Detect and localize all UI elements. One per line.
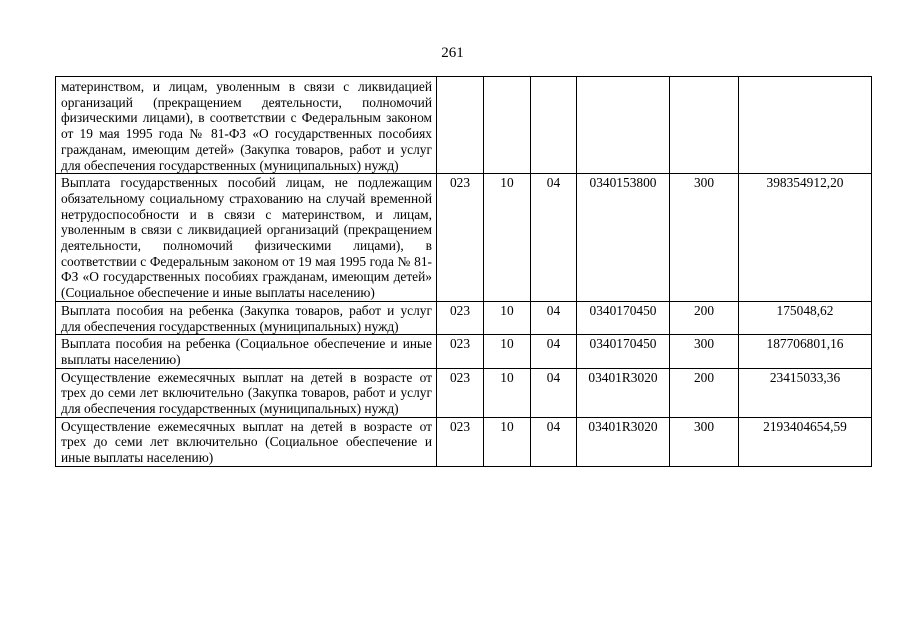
- target-article-code: 03401R3020: [577, 417, 670, 466]
- ministry-code: 023: [437, 417, 484, 466]
- section-code: 10: [484, 417, 531, 466]
- expense-type-code: 300: [670, 417, 739, 466]
- table-row: [56, 368, 872, 417]
- expense-type-code: 200: [670, 368, 739, 417]
- subsection-code: [531, 77, 577, 174]
- expense-type-code: 200: [670, 301, 739, 334]
- target-article-code: 03401R3020: [577, 368, 670, 417]
- section-code: 10: [484, 335, 531, 368]
- ministry-code: 023: [437, 335, 484, 368]
- amount: [739, 77, 872, 174]
- budget-table: [55, 76, 872, 467]
- ministry-code: 023: [437, 174, 484, 302]
- ministry-code: 023: [437, 301, 484, 334]
- page-number: 261: [441, 45, 464, 61]
- amount: 187706801,16: [739, 335, 872, 368]
- target-article-code: 0340170450: [577, 301, 670, 334]
- amount: 175048,62: [739, 301, 872, 334]
- amount: 398354912,20: [739, 174, 872, 302]
- table-row: [56, 301, 872, 334]
- table-row: [56, 417, 872, 466]
- amount: 2193404654,59: [739, 417, 872, 466]
- row-description: материнством, и лицам, уволенным в связи с ликвидацией организаций (прекращением деятельности, полномочий физическими лицами), в соответствии с Федеральным законом от 19 мая 1995 года № 81-ФЗ «О государственных пособиях гражданам, имеющим детей» (Закупка товаров, работ и услуг для обеспечения государственных (муниципальных) нужд): [56, 77, 437, 174]
- section-code: 10: [484, 368, 531, 417]
- expense-type-code: 300: [670, 174, 739, 302]
- section-code: 10: [484, 301, 531, 334]
- row-description: Выплата государственных пособий лицам, не подлежащим обязательному социальному страхованию на случай временной нетрудоспособности и в связи с материнством, и лицам, уволенным в связи с ликвидацией организаций (прекращением деятельности, полномочий физическими лицами), в соответствии с Федеральным законом от 19 мая 1995 года № 81-ФЗ «О государственных пособиях гражданам, имеющим детей» (Социальное обеспечение и иные выплаты населению): [56, 174, 437, 302]
- section-code: 10: [484, 174, 531, 302]
- table-row: [56, 77, 872, 174]
- row-description: Осуществление ежемесячных выплат на детей в возрасте от трех до семи лет включительно (Закупка товаров, работ и услуг для обеспечения государственных (муниципальных) нужд): [56, 368, 437, 417]
- target-article-code: 0340170450: [577, 335, 670, 368]
- row-description: Выплата пособия на ребенка (Социальное обеспечение и иные выплаты населению): [56, 335, 437, 368]
- ministry-code: 023: [437, 368, 484, 417]
- subsection-code: 04: [531, 335, 577, 368]
- expense-type-code: 300: [670, 335, 739, 368]
- target-article-code: 0340153800: [577, 174, 670, 302]
- subsection-code: 04: [531, 368, 577, 417]
- expense-type-code: [670, 77, 739, 174]
- subsection-code: 04: [531, 174, 577, 302]
- table-row: [56, 174, 872, 302]
- amount: 23415033,36: [739, 368, 872, 417]
- row-description: Осуществление ежемесячных выплат на детей в возрасте от трех до семи лет включительно (Социальное обеспечение и иные выплаты населению): [56, 417, 437, 466]
- subsection-code: 04: [531, 417, 577, 466]
- ministry-code: [437, 77, 484, 174]
- row-description: Выплата пособия на ребенка (Закупка товаров, работ и услуг для обеспечения государственных (муниципальных) нужд): [56, 301, 437, 334]
- section-code: [484, 77, 531, 174]
- table-row: [56, 335, 872, 368]
- subsection-code: 04: [531, 301, 577, 334]
- target-article-code: [577, 77, 670, 174]
